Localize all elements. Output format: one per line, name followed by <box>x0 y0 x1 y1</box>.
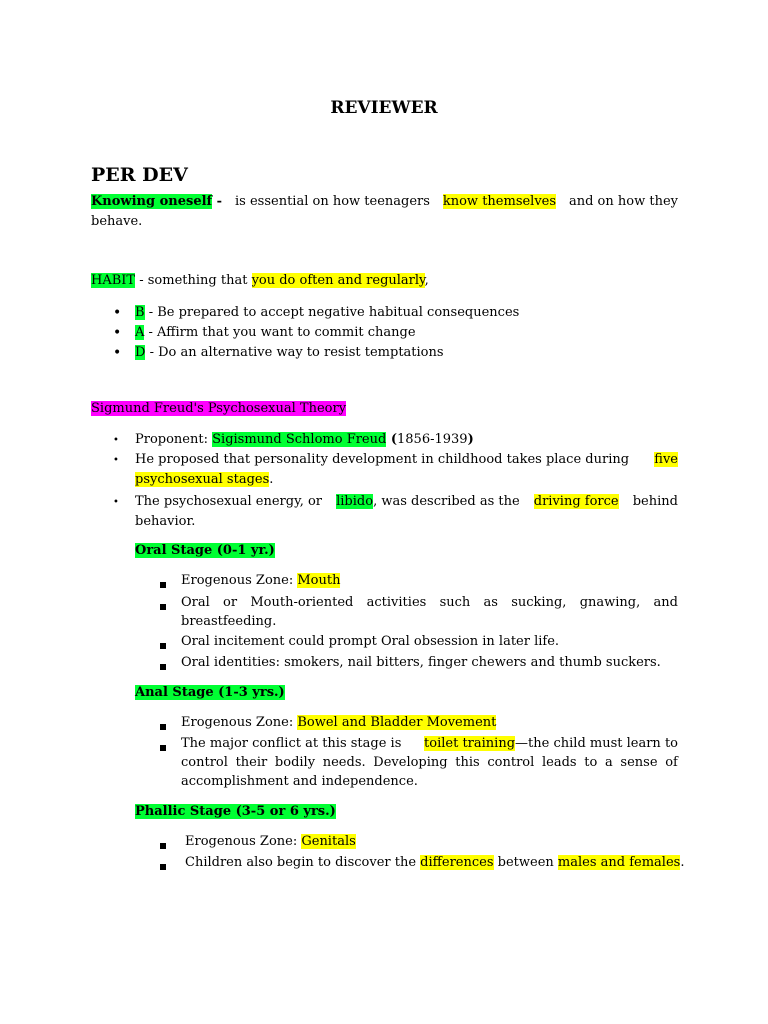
bullet-icon: • <box>113 435 119 446</box>
document-title: REVIEWER <box>330 98 438 118</box>
freud-p2-line1: He proposed that personality development in childhood takes place during five <box>135 452 678 467</box>
square-bullet-icon <box>160 604 166 610</box>
freud-heading: Sigmund Freud's Psychosexual Theory <box>91 401 347 416</box>
knowing-text2: and on how they <box>568 194 678 209</box>
freud-list-item <box>113 494 119 509</box>
bullet-icon: • <box>113 325 122 341</box>
freud-list-item <box>113 452 119 467</box>
square-bullet-icon <box>160 745 166 751</box>
anal-zone: Erogenous Zone: Bowel and Bladder Movement <box>181 715 497 730</box>
knowing-paragraph-line1: Knowing oneself - is essential on how teenagers know themselves and on how they <box>91 194 678 209</box>
knowing-term: Knowing oneself <box>91 194 213 209</box>
oral-item2-line2: breastfeeding. <box>181 614 277 629</box>
bullet-icon: • <box>113 345 122 361</box>
square-bullet-icon <box>160 843 166 849</box>
libido-term: libido <box>336 494 374 509</box>
oral-item2-line1: Oral or Mouth-oriented activities such as sucking, gnawing, and <box>181 595 678 610</box>
bullet-icon: • <box>113 305 122 321</box>
habit-term: HABIT <box>91 273 136 288</box>
phallic-item2: Children also begin to discover the differences between males and females. <box>185 855 685 870</box>
habit-list-item: • A - Affirm that you want to commit change <box>113 325 416 341</box>
proponent-name: Sigismund Schlomo Freud <box>212 432 387 447</box>
anal-stage-heading: Anal Stage (1-3 yrs.) <box>135 685 285 700</box>
freud-p3-line2: behavior. <box>135 514 196 529</box>
oral-item4: Oral identities: smokers, nail bitters, finger chewers and thumb suckers. <box>181 655 661 670</box>
habit-list-item: • B - Be prepared to accept negative habitual consequences <box>113 305 520 321</box>
knowing-text1: is essential on how teenagers <box>235 194 430 209</box>
habit-line: HABIT - something that you do often and regularly, <box>91 273 429 288</box>
phallic-zone: Erogenous Zone: Genitals <box>185 834 356 849</box>
freud-p3-line1: The psychosexual energy, or libido, was described as the driving force behind <box>135 494 678 509</box>
square-bullet-icon <box>160 864 166 870</box>
anal-item2-line3: accomplishment and independence. <box>181 774 418 789</box>
oral-stage-heading: Oral Stage (0-1 yr.) <box>135 543 275 558</box>
square-bullet-icon <box>160 664 166 670</box>
bullet-icon: • <box>113 497 119 508</box>
square-bullet-icon <box>160 724 166 730</box>
freud-list-item: • Proponent: Sigismund Schlomo Freud (1856-1939) <box>113 432 474 447</box>
phallic-stage-heading: Phallic Stage (3-5 or 6 yrs.) <box>135 804 336 819</box>
habit-highlight: you do often and regularly <box>251 273 425 288</box>
anal-item2-line1: The major conflict at this stage is toilet training—the child must learn to <box>181 736 678 751</box>
oral-zone: Erogenous Zone: Mouth <box>181 573 341 588</box>
section-heading: PER DEV <box>91 164 188 186</box>
habit-list-item: • D - Do an alternative way to resist temptations <box>113 345 444 361</box>
anal-item2-line2: control their bodily needs. Developing this control leads to a sense of <box>181 755 678 770</box>
square-bullet-icon <box>160 643 166 649</box>
square-bullet-icon <box>160 582 166 588</box>
bullet-icon: • <box>113 455 119 466</box>
knowing-highlight: know themselves <box>442 194 557 209</box>
oral-item3: Oral incitement could prompt Oral obsession in later life. <box>181 634 560 649</box>
knowing-paragraph-line2: behave. <box>91 214 143 229</box>
freud-p2-line2: psychosexual stages. <box>135 472 274 487</box>
